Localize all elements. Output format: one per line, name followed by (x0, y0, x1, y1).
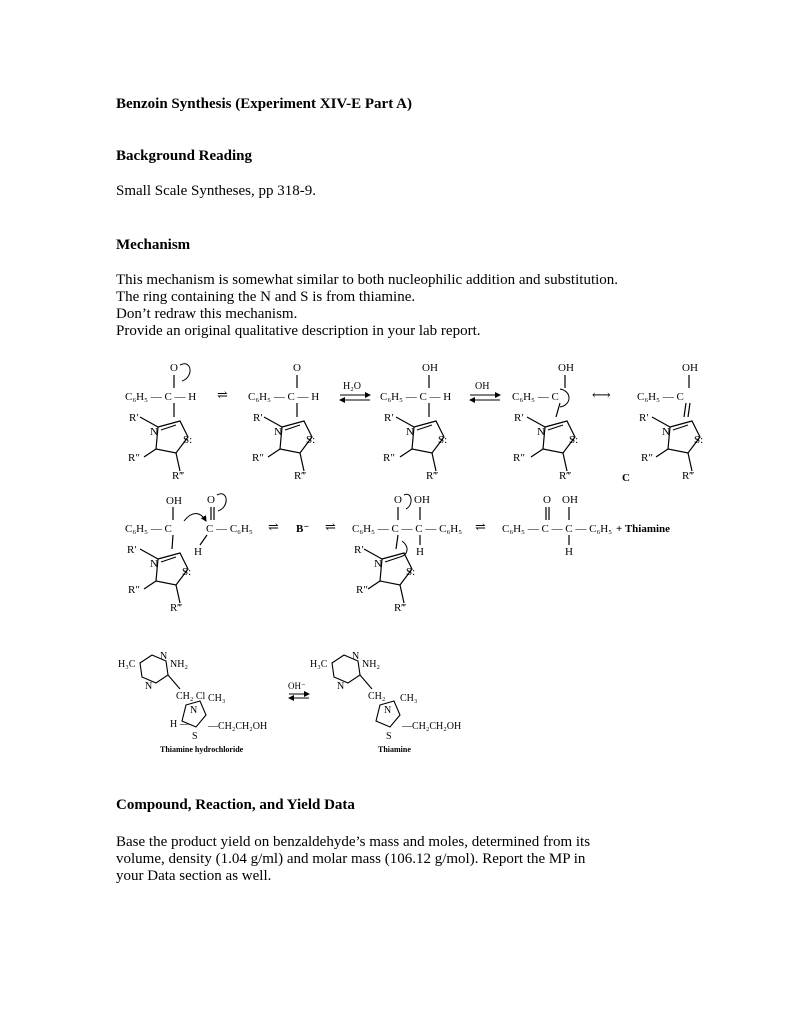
yield-line-2: volume, density (1.04 g/ml) and molar mass (106.12 g/mol). Report the MP in (116, 851, 586, 867)
svg-text:N: N (160, 651, 168, 662)
caption-thiamine-hydrochloride: Thiamine hydrochloride (160, 745, 244, 754)
svg-text:R′: R′ (639, 412, 649, 424)
svg-text:R′: R′ (253, 412, 263, 424)
svg-text:R″: R″ (252, 452, 264, 464)
svg-text:R′: R′ (127, 544, 137, 556)
structure-row2-1 (125, 494, 253, 614)
svg-text:O: O (170, 362, 178, 374)
svg-text:CH₂ Cl: CH₂ Cl (176, 691, 206, 702)
svg-text:C — C₆H₅: C — C₆H₅ (206, 523, 253, 535)
svg-text:N: N (406, 426, 414, 438)
mechanism-line-2: The ring containing the N and S is from thiamine. (116, 289, 416, 305)
svg-text:S:: S: (438, 434, 448, 446)
svg-text:OH: OH (682, 362, 698, 374)
svg-text:⟷: ⟷ (592, 387, 611, 402)
svg-text:R″: R″ (513, 452, 525, 464)
svg-text:C₆H₅ — C — C — C₆H₅: C₆H₅ — C — C — C₆H₅ (502, 523, 613, 535)
structure-thiamine (310, 651, 461, 742)
svg-text:C₆H₅ — C — H: C₆H₅ — C — H (380, 391, 452, 403)
svg-text:S:: S: (182, 566, 192, 578)
document-title: Benzoin Synthesis (Experiment XIV-E Part A) (116, 96, 412, 112)
svg-text:OH: OH (562, 494, 578, 506)
arrow-label-oh-minus: OH⁻ (288, 681, 306, 691)
heading-background-reading: Background Reading (116, 148, 253, 164)
svg-text:N: N (352, 651, 360, 662)
svg-text:CH₂: CH₂ (368, 691, 386, 702)
svg-text:N: N (384, 705, 392, 716)
heading-mechanism: Mechanism (116, 237, 191, 253)
label-c: C (622, 472, 630, 484)
svg-text:R‴: R‴ (559, 470, 571, 482)
svg-text:R‴: R‴ (682, 470, 694, 482)
svg-text:C₆H₅ — C: C₆H₅ — C (125, 523, 172, 535)
structure-row2-2 (352, 494, 462, 614)
svg-text:NH₂: NH₂ (170, 659, 188, 670)
svg-text:R′: R′ (514, 412, 524, 424)
svg-text:R‴: R‴ (394, 602, 406, 614)
svg-text:C₆H₅ — C — H: C₆H₅ — C — H (248, 391, 320, 403)
heading-compound-data: Compound, Reaction, and Yield Data (116, 797, 355, 813)
svg-text:O: O (293, 362, 301, 374)
svg-text:R‴: R‴ (426, 470, 438, 482)
svg-text:R‴: R‴ (294, 470, 306, 482)
svg-text:C₆H₅ — C — C — C₆H₅: C₆H₅ — C — C — C₆H₅ (352, 523, 463, 535)
svg-text:C₆H₅ — C: C₆H₅ — C (637, 391, 684, 403)
svg-text:R′: R′ (354, 544, 364, 556)
svg-text:N: N (374, 558, 382, 570)
svg-text:⇌: ⇌ (325, 519, 336, 534)
svg-text:S: S (386, 731, 392, 742)
mechanism-line-4: Provide an original qualitative description in your lab report. (116, 323, 481, 339)
svg-text:H: H (565, 546, 573, 558)
svg-text:S: S (192, 731, 198, 742)
svg-text:N: N (537, 426, 545, 438)
svg-text:R″: R″ (128, 584, 140, 596)
svg-text:—CH₂CH₂OH: —CH₂CH₂OH (402, 721, 462, 732)
svg-text:S:: S: (306, 434, 316, 446)
svg-text:CH₃: CH₃ (208, 693, 226, 704)
svg-text:O: O (207, 494, 215, 506)
svg-text:H₃C: H₃C (118, 659, 136, 670)
svg-text:N: N (190, 705, 198, 716)
svg-text:N: N (150, 426, 158, 438)
structure-row1-1 (125, 362, 196, 482)
svg-text:N: N (145, 681, 153, 692)
svg-text:CH₃: CH₃ (400, 693, 418, 704)
svg-text:O: O (543, 494, 551, 506)
svg-text:C₆H₅ — C: C₆H₅ — C (512, 391, 559, 403)
svg-text:S:: S: (694, 434, 704, 446)
svg-text:N: N (150, 558, 158, 570)
svg-text:OH: OH (558, 362, 574, 374)
structure-row2-3 (502, 494, 612, 558)
svg-text:C₆H₅ — C — H: C₆H₅ — C — H (125, 391, 197, 403)
svg-text:⇌: ⇌ (268, 519, 279, 534)
mechanism-figure (0, 355, 791, 755)
svg-text:R″: R″ (356, 584, 368, 596)
yield-line-3: your Data section as well. (116, 868, 272, 884)
svg-text:OH: OH (166, 495, 182, 507)
background-reading-text: Small Scale Syntheses, pp 318-9. (116, 183, 316, 199)
svg-text:R‴: R‴ (170, 602, 182, 614)
mechanism-line-1: This mechanism is somewhat similar to both nucleophilic addition and substitution. (116, 272, 619, 288)
svg-text:H₃C: H₃C (310, 659, 328, 670)
yield-line-1: Base the product yield on benzaldehyde’s mass and moles, determined from its (116, 834, 591, 850)
svg-text:R′: R′ (384, 412, 394, 424)
svg-text:N: N (662, 426, 670, 438)
svg-text:R‴: R‴ (172, 470, 184, 482)
mechanism-line-3: Don’t redraw this mechanism. (116, 306, 298, 322)
label-b-minus: B⁻ (296, 523, 310, 535)
structure-row1-5 (637, 362, 703, 482)
svg-text:R′: R′ (129, 412, 139, 424)
svg-text:S:: S: (183, 434, 193, 446)
svg-text:O: O (394, 494, 402, 506)
svg-text:H: H (194, 546, 202, 558)
svg-text:⇌: ⇌ (475, 519, 486, 534)
svg-text:⇌: ⇌ (217, 387, 228, 402)
structure-row1-2 (248, 362, 319, 482)
svg-text:N: N (274, 426, 282, 438)
arrow-label-oh: OH (475, 381, 490, 392)
svg-text:H —: H — (170, 719, 190, 730)
structure-row1-3 (380, 362, 451, 482)
svg-text:—CH₂CH₂OH: —CH₂CH₂OH (208, 721, 268, 732)
svg-text:S:: S: (406, 566, 416, 578)
svg-text:R″: R″ (383, 452, 395, 464)
structure-thiamine-hydrochloride (118, 651, 267, 742)
label-plus-thiamine: + Thiamine (616, 523, 671, 535)
structure-row1-4 (512, 362, 578, 482)
arrow-label-h2o: H₂O (343, 381, 361, 392)
caption-thiamine: Thiamine (378, 745, 411, 754)
svg-text:OH: OH (414, 494, 430, 506)
svg-text:OH: OH (422, 362, 438, 374)
svg-text:H: H (416, 546, 424, 558)
svg-text:S:: S: (569, 434, 579, 446)
svg-text:NH₂: NH₂ (362, 659, 380, 670)
svg-text:R″: R″ (128, 452, 140, 464)
svg-text:N: N (337, 681, 345, 692)
svg-text:R″: R″ (641, 452, 653, 464)
